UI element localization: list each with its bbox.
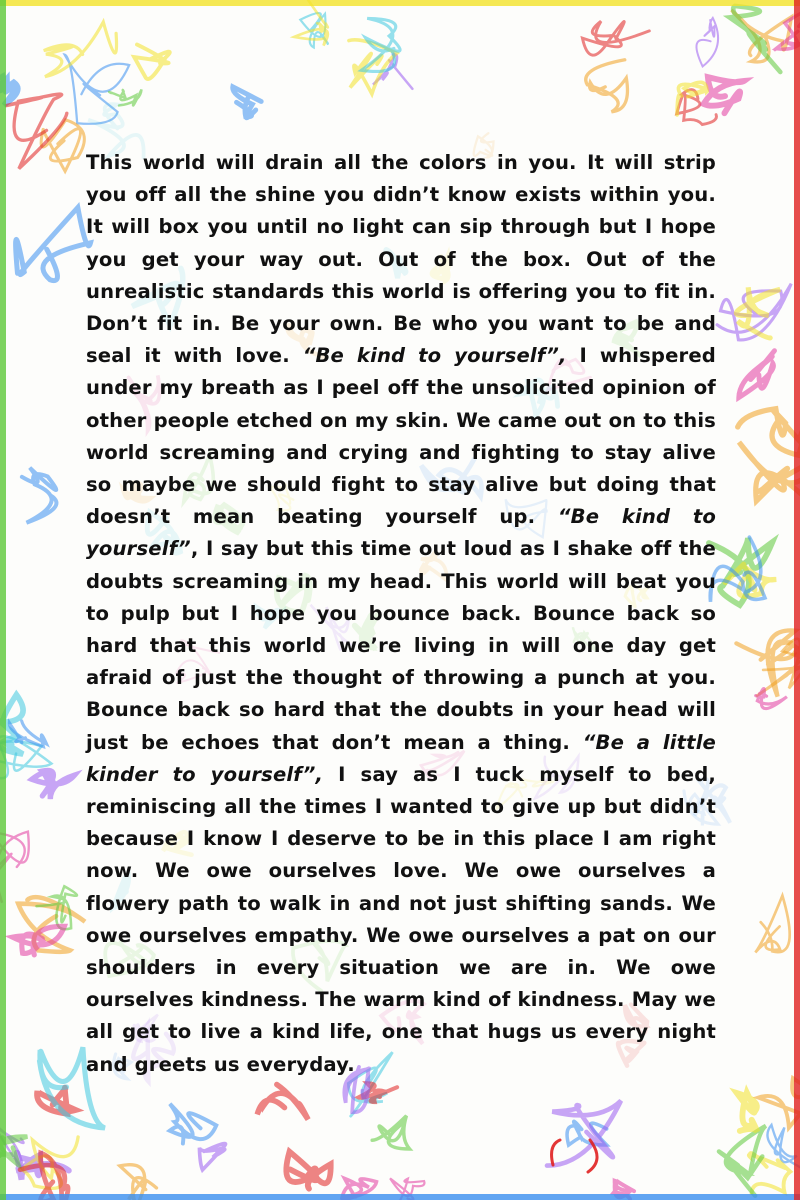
border-strip — [0, 0, 800, 6]
crayon-scribble — [552, 1140, 560, 1165]
crayon-scribble — [32, 770, 74, 799]
crayon-scribble — [199, 1144, 225, 1170]
poem-quote: “Be a little kinder to yourself”, — [86, 730, 716, 786]
poem-segment: I whispered under my breath as I peel off the unsolicited opinion of other people etched on my skin. We came out on to this world screaming and crying and fighting to stay alive so maybe we should fight to stay alive but doing that doesn’t mean beating yourself up. — [86, 344, 716, 529]
poem-segment: , I say but this time out loud as I shake off the doubts screaming in my head. This world will beat you to pulp but I hope you bounce back. Bounce back so hard that this world we’re living in will one day get afraid of just the thought of throwing a punch at you. Bounce back so hard that the doubts in your head will just be echoes that don’t mean a thing. — [86, 537, 716, 754]
crayon-scribble — [294, 0, 328, 46]
crayon-scribble — [170, 1104, 217, 1144]
poem-quote: “Be kind to yourself” — [86, 505, 716, 561]
crayon-scribble — [758, 1071, 800, 1127]
crayon-scribble — [739, 351, 775, 398]
crayon-scribble — [372, 1116, 409, 1149]
crayon-scribble — [257, 1085, 308, 1120]
poem-text — [86, 147, 716, 1081]
border-strip — [0, 1194, 800, 1200]
crayon-scribble — [286, 1152, 330, 1189]
crayon-scribble — [44, 22, 117, 77]
border-strip — [794, 0, 800, 1200]
poem-quote: “Be kind to yourself”, — [302, 344, 567, 368]
poem-segment: This world will drain all the colors in you. It will strip you off all the shine you didn’t know exists within you. It will box you until no light can sip through but I hope you get your way out. Out of the box. Out of the unrealistic standards this world is offering you to fit in. Don’t fit in. Be your own. Be who you want to be and seal it with love. — [86, 151, 716, 368]
poem-segment: I say as I tuck myself to bed, reminiscing all the times I wanted to give up but didn’t because I know I deserve to be in this place I am right now. We owe ourselves love. We owe ourselves a flowery path to walk in and not just shifting sands. We owe ourselves empathy. We owe ourselves a pat on our shoulders in every situation we are in. We owe ourselves kindness. The warm kind of kindness. May we all get to live a kind life, one that hugs us every night and greets us everyday. — [86, 762, 716, 1076]
crayon-scribble — [696, 18, 718, 67]
crayon-scribble — [736, 630, 796, 696]
crayon-scribble — [41, 120, 84, 172]
crayon-scribble — [704, 77, 745, 113]
crayon-scribble — [582, 21, 649, 55]
crayon-scribble — [233, 87, 262, 118]
crayon-scribble — [65, 55, 130, 124]
crayon-scribble — [756, 689, 787, 709]
crayon-scribble — [16, 208, 91, 281]
crayon-scribble — [737, 1093, 758, 1133]
crayon-scribble — [586, 60, 628, 112]
crayon-scribble — [547, 1101, 621, 1166]
crayon-scribble — [134, 45, 170, 79]
crayon-scribble — [755, 896, 789, 953]
border-strip — [0, 0, 6, 1200]
crayon-scribble — [22, 468, 57, 523]
